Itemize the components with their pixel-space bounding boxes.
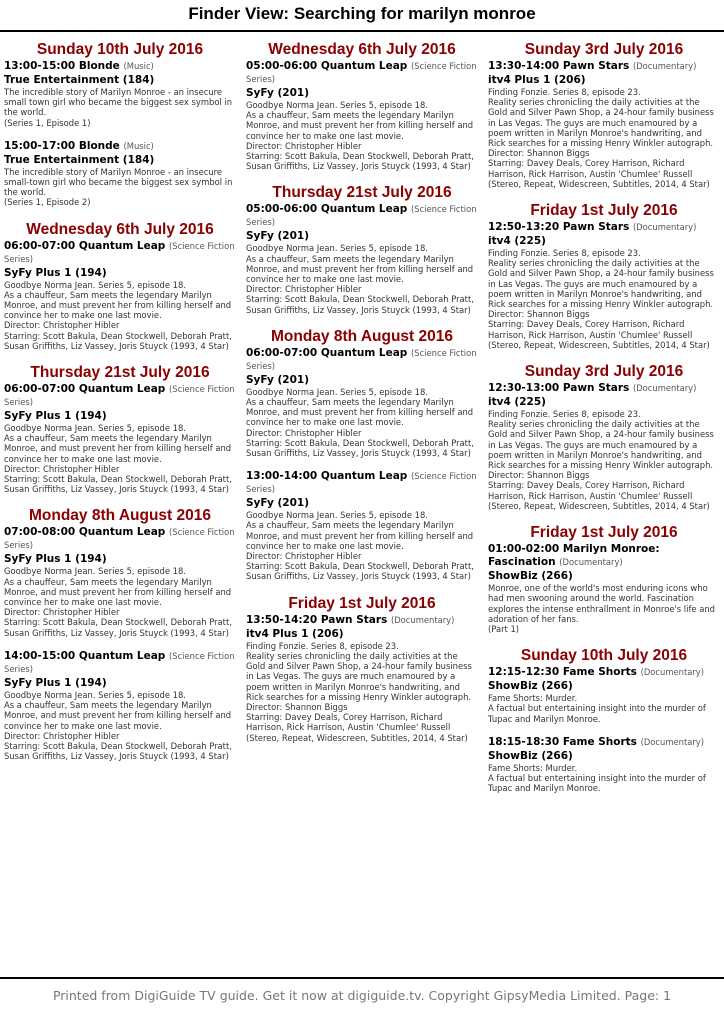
day-heading: Sunday 10th July 2016 [36, 41, 204, 58]
programme-entry [246, 470, 478, 581]
day-heading: Sunday 3rd July 2016 [524, 41, 684, 58]
programme-channel: SyFy (201) [246, 373, 310, 386]
programme-channel: True Entertainment (184) [4, 153, 155, 166]
programme-entry [488, 543, 720, 634]
programme-genre: (Science Fiction Series) [246, 471, 477, 495]
programme-time-title: 05:00-06:00 Quantum Leap [246, 203, 408, 216]
programme-time-title-line [246, 60, 478, 86]
programme-entry [4, 60, 236, 128]
programme-entry [488, 736, 720, 794]
programme-description: Goodbye Norma Jean. Series 5, episode 18. As a chauffeur, Sam meets the legendary Marilyn Monroe, and must prevent her from killing herself and convince her to make one last movie. Director: Christopher Hibler Starring: Scott Bakula, Dean Stockwell, Deborah Pratt, Susan Griffiths, Liz Vassey, Joris Stuyck (1993, 4 Star) [4, 279, 232, 351]
programme-channel: SyFy (201) [246, 230, 310, 243]
programme-time-title: 12:50-13:20 Pawn Stars [488, 221, 630, 234]
programme-entry [4, 140, 236, 208]
programme-time-title: 06:00-07:00 Quantum Leap [4, 239, 166, 252]
programme-time-title-line [488, 736, 720, 749]
programme-time-title-line [4, 383, 236, 409]
programme-genre: (Documentary) [632, 222, 697, 233]
programme-time-title-line [4, 240, 236, 266]
programme-time-title-line [246, 614, 478, 627]
programme-time-title: 13:00-14:00 Quantum Leap [246, 470, 408, 483]
programme-time-title-line [4, 60, 236, 73]
programme-time-title-line [488, 60, 720, 73]
programme-time-title-line [4, 140, 236, 153]
programme-description: Goodbye Norma Jean. Series 5, episode 18. As a chauffeur, Sam meets the legendary Marilyn Monroe, and must prevent her from killing herself and convince her to make one last movie. Director: Christopher Hibler Starring: Scott Bakula, Dean Stockwell, Deborah Pratt, Susan Griffiths, Liz Vassey, Joris Stuyck (1993, 4 Star) [246, 510, 474, 582]
programme-genre: (Documentary) [632, 383, 697, 394]
programme-description: Finding Fonzie. Series 8, episode 23. Reality series chronicling the daily activities at the Gold and Silver Pawn Shop, a 24-hour family business in Las Vegas. The guys are much enamoured by a poem written in Marilyn Monroe's handwriting, and Rick searches for a missing Henry Winkler autograph. Director: Shannon Biggs Starring: Davey Deals, Corey Harrison, Richard Harrison, Rick Harrison, Austin 'Chumlee' Russell (Stereo, Repeat, Widescreen, Subtitles, 2014, 4 Star) [246, 640, 472, 743]
programme-description: Goodbye Norma Jean. Series 5, episode 18. As a chauffeur, Sam meets the legendary Marilyn Monroe, and must prevent her from killing herself and convince her to make one last movie. Director: Christopher Hibler Starring: Scott Bakula, Dean Stockwell, Deborah Pratt, Susan Griffiths, Liz Vassey, Joris Stuyck (1993, 4 Star) [4, 689, 232, 762]
programme-channel: ShowBiz (266) [488, 749, 573, 762]
day-heading: Wednesday 6th July 2016 [268, 41, 456, 58]
programme-time-title: 12:15-12:30 Fame Shorts [488, 666, 637, 679]
programme-channel: itv4 Plus 1 (206) [246, 627, 344, 640]
programme-channel: SyFy Plus 1 (194) [4, 410, 107, 423]
bottom-divider [0, 977, 724, 979]
day-heading: Wednesday 6th July 2016 [26, 220, 214, 238]
programme-description: The incredible story of Marilyn Monroe - an insecure small-town girl who became the biggest sex symbol in the world. (Series 1, Episode 2) [4, 166, 233, 208]
programme-channel: itv4 (225) [488, 396, 546, 409]
programme-description: Fame Shorts: Murder. A factual but entertaining insight into the murder of Tupac and Marilyn Monroe. [488, 693, 706, 724]
programme-channel: SyFy (201) [246, 497, 310, 510]
programme-description: Finding Fonzie. Series 8, episode 23. Reality series chronicling the daily activities at the Gold and Silver Pawn Shop, a 24-hour family business in Las Vegas. The guys are much enamoured by a poem written in Marilyn Monroe's handwriting, and Rick searches for a missing Henry Winkler autograph. Director: Shannon Biggs Starring: Davey Deals, Corey Harrison, Richard Harrison, Rick Harrison, Austin 'Chumlee' Russell (Stereo, Repeat, Widescreen, Subtitles, 2014, 4 Star) [488, 248, 714, 350]
programme-entry [246, 347, 478, 458]
programme-channel: SyFy Plus 1 (194) [4, 676, 107, 689]
programme-genre: (Science Fiction Series) [4, 240, 235, 264]
programme-time-title-line [246, 470, 478, 496]
programme-entry [4, 383, 236, 494]
programme-description: Fame Shorts: Murder. A factual but entertaining insight into the murder of Tupac and Marilyn Monroe. [488, 762, 706, 794]
programme-entry [4, 240, 236, 351]
programme-channel: SyFy Plus 1 (194) [4, 266, 107, 279]
programme-genre: (Documentary) [640, 736, 705, 747]
programme-genre: (Documentary) [632, 61, 697, 71]
programme-description: Monroe, one of the world's most enduring icons who had men swooning around the world. Fascination explores the intense enthrallment in Monroe's life and adoration of her fans. (Part 1) [488, 583, 715, 634]
day-heading: Thursday 21st July 2016 [30, 364, 210, 382]
programme-time-title: 18:15-18:30 Fame Shorts [488, 735, 637, 748]
programme-time-title: 01:00-02:00 Marilyn Monroe: Fascination [488, 543, 660, 569]
programme-entry [4, 650, 236, 761]
page-title: Finder View: Searching for marilyn monroe [188, 4, 536, 23]
listing-column-2 [246, 40, 478, 755]
programme-time-title-line [488, 221, 720, 234]
programme-entry [246, 203, 478, 314]
programme-entry [246, 614, 478, 743]
programme-entry [4, 526, 236, 637]
programme-time-title: 13:00-15:00 Blonde [4, 60, 120, 72]
day-heading: Friday 1st July 2016 [288, 594, 436, 612]
programme-channel: itv4 Plus 1 (206) [488, 74, 586, 86]
programme-channel: ShowBiz (266) [488, 570, 573, 583]
programme-time-title: 06:00-07:00 Quantum Leap [4, 383, 166, 396]
programme-genre: (Documentary) [640, 667, 705, 678]
programme-time-title: 13:50-14:20 Pawn Stars [246, 613, 388, 626]
programme-time-title-line [488, 382, 720, 395]
listing-column-1 [4, 40, 236, 773]
programme-genre: (Documentary) [390, 614, 455, 625]
programme-description: Goodbye Norma Jean. Series 5, episode 18. As a chauffeur, Sam meets the legendary Marilyn Monroe, and must prevent her from killing herself and convince her to make one last movie. Director: Christopher Hibler Starring: Scott Bakula, Dean Stockwell, Deborah Pratt, Susan Griffiths, Liz Vassey, Joris Stuyck (1993, 4 Star) [4, 566, 232, 638]
programme-description: Goodbye Norma Jean. Series 5, episode 18. As a chauffeur, Sam meets the legendary Marilyn Monroe, and must prevent her from killing herself and convince her to make one last movie. Director: Christopher Hibler Starring: Scott Bakula, Dean Stockwell, Deborah Pratt, Susan Griffiths, Liz Vassey, Joris Stuyck (1993, 4 Star) [246, 243, 474, 315]
programme-channel: ShowBiz (266) [488, 680, 573, 693]
programme-entry [488, 60, 720, 189]
programme-genre: (Science Fiction Series) [4, 384, 235, 408]
day-heading: Monday 8th August 2016 [28, 507, 211, 525]
programme-time-title: 15:00-17:00 Blonde [4, 139, 120, 152]
day-heading: Friday 1st July 2016 [530, 202, 678, 220]
day-heading: Friday 1st July 2016 [530, 524, 678, 542]
programme-time-title-line [4, 526, 236, 552]
listing-column-3 [488, 40, 720, 805]
top-divider [0, 30, 724, 32]
programme-time-title-line [488, 543, 720, 569]
programme-time-title: 07:00-08:00 Quantum Leap [4, 526, 166, 539]
programme-time-title: 05:00-06:00 Quantum Leap [246, 60, 408, 72]
programme-description: Finding Fonzie. Series 8, episode 23. Reality series chronicling the daily activities at the Gold and Silver Pawn Shop, a 24-hour family business in Las Vegas. The guys are much enamoured by a poem written in Marilyn Monroe's handwriting, and Rick searches for a missing Henry Winkler autograph. Director: Shannon Biggs Starring: Davey Deals, Corey Harrison, Richard Harrison, Rick Harrison, Austin 'Chumlee' Russell (Stereo, Repeat, Widescreen, Subtitles, 2014, 4 Star) [488, 409, 714, 511]
programme-time-title-line [4, 650, 236, 676]
programme-description: The incredible story of Marilyn Monroe - an insecure small town girl who became the biggest sex symbol in the world. (Series 1, Episode 1) [4, 87, 233, 128]
programme-time-title: 06:00-07:00 Quantum Leap [246, 346, 408, 359]
day-heading: Monday 8th August 2016 [270, 327, 453, 345]
programme-genre: (Music) [123, 61, 154, 71]
day-heading: Thursday 21st July 2016 [272, 184, 452, 202]
programme-description: Goodbye Norma Jean. Series 5, episode 18. As a chauffeur, Sam meets the legendary Marilyn Monroe, and must prevent her from killing herself and convince her to make one last movie. Director: Christopher Hibler Starring: Scott Bakula, Dean Stockwell, Deborah Pratt, Susan Griffiths, Liz Vassey, Joris Stuyck (1993, 4 Star) [246, 100, 474, 172]
programme-time-title: 13:30-14:00 Pawn Stars [488, 60, 630, 72]
programme-description: Finding Fonzie. Series 8, episode 23. Reality series chronicling the daily activities at the Gold and Silver Pawn Shop, a 24-hour family business in Las Vegas. The guys are much enamoured by a poem written in Marilyn Monroe's handwriting, and Rick searches for a missing Henry Winkler autograph. Director: Shannon Biggs Starring: Davey Deals, Corey Harrison, Richard Harrison, Rick Harrison, Austin 'Chumlee' Russell (Stereo, Repeat, Widescreen, Subtitles, 2014, 4 Star) [488, 87, 714, 189]
programme-time-title-line [246, 203, 478, 229]
programme-time-title-line [246, 347, 478, 373]
programme-time-title: 12:30-13:00 Pawn Stars [488, 382, 630, 395]
programme-genre: (Music) [123, 140, 154, 151]
programme-channel: SyFy (201) [246, 87, 310, 99]
day-heading: Sunday 3rd July 2016 [524, 363, 684, 381]
programme-time-title: 14:00-15:00 Quantum Leap [4, 649, 166, 662]
programme-channel: itv4 (225) [488, 235, 546, 248]
programme-genre: (Science Fiction Series) [246, 347, 477, 371]
programme-description: Goodbye Norma Jean. Series 5, episode 18. As a chauffeur, Sam meets the legendary Marilyn Monroe, and must prevent her from killing herself and convince her to make one last movie. Director: Christopher Hibler Starring: Scott Bakula, Dean Stockwell, Deborah Pratt, Susan Griffiths, Liz Vassey, Joris Stuyck (1993, 4 Star) [4, 423, 232, 495]
programme-description: Goodbye Norma Jean. Series 5, episode 18. As a chauffeur, Sam meets the legendary Marilyn Monroe, and must prevent her from killing herself and convince her to make one last movie. Director: Christopher Hibler Starring: Scott Bakula, Dean Stockwell, Deborah Pratt, Susan Griffiths, Liz Vassey, Joris Stuyck (1993, 4 Star) [246, 386, 474, 459]
programme-genre: (Science Fiction Series) [4, 650, 235, 674]
programme-time-title-line [488, 666, 720, 679]
programme-channel: True Entertainment (184) [4, 74, 155, 86]
programme-entry [488, 666, 720, 724]
programme-genre: (Documentary) [559, 557, 623, 568]
day-heading: Sunday 10th July 2016 [520, 647, 688, 665]
programme-entry [246, 60, 478, 171]
programme-genre: (Science Fiction Series) [246, 204, 477, 228]
programme-channel: SyFy Plus 1 (194) [4, 553, 107, 566]
programme-genre: (Science Fiction Series) [4, 527, 235, 551]
programme-genre: (Science Fiction Series) [246, 61, 477, 84]
footer-text: Printed from DigiGuide TV guide. Get it now at digiguide.tv. Copyright GipsyMedia Limited. Page: 1 [52, 988, 672, 1003]
programme-entry [488, 382, 720, 511]
programme-entry [488, 221, 720, 350]
